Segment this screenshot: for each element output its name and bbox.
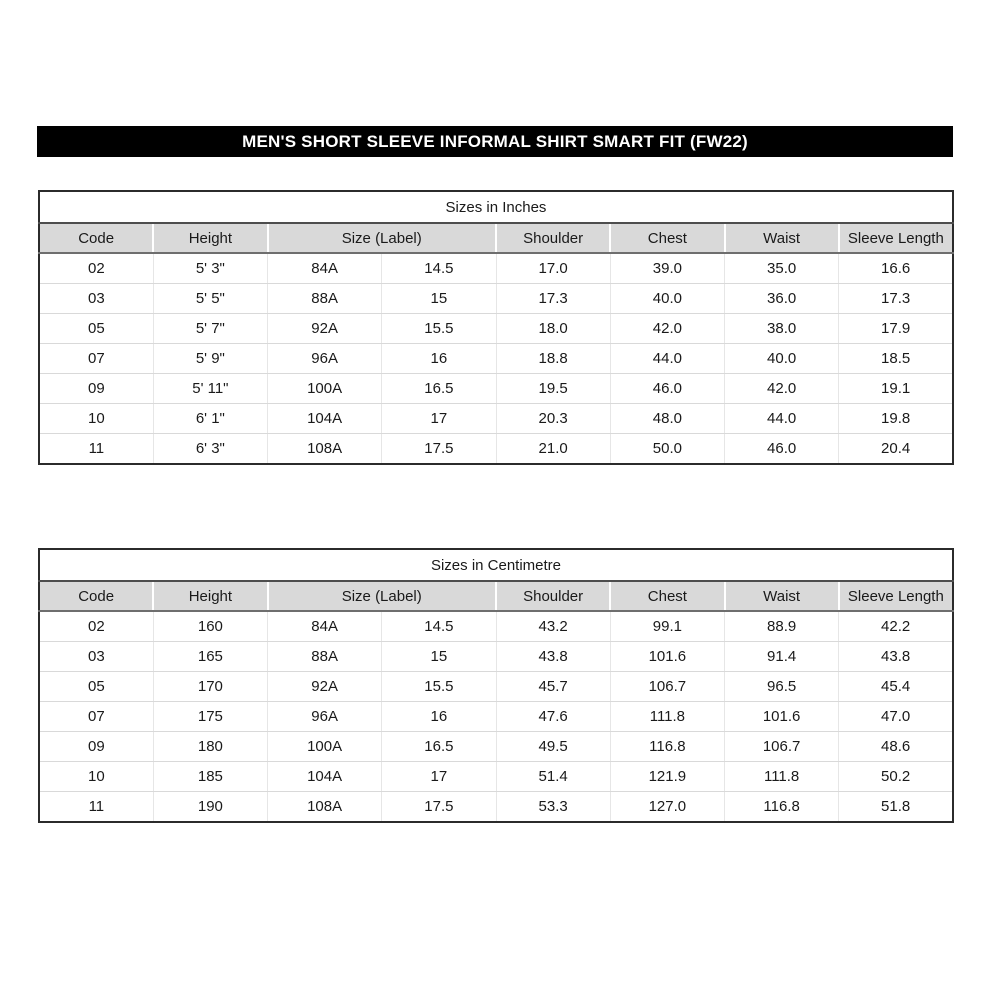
table-cell: 50.2 — [839, 762, 953, 792]
table-cell: 07 — [39, 702, 153, 732]
table-cell: 84A — [268, 253, 382, 284]
table-cell: 43.2 — [496, 611, 610, 642]
column-header: Chest — [610, 581, 724, 611]
table-cell: 42.2 — [839, 611, 953, 642]
table-cell: 92A — [268, 672, 382, 702]
table-cell: 15.5 — [382, 314, 496, 344]
table-cell: 88A — [268, 642, 382, 672]
table-cell: 106.7 — [610, 672, 724, 702]
table-cell: 02 — [39, 253, 153, 284]
table-cell: 15 — [382, 642, 496, 672]
table-cell: 48.6 — [839, 732, 953, 762]
table-cell: 17 — [382, 404, 496, 434]
column-header: Size (Label) — [268, 581, 497, 611]
table-cell: 116.8 — [610, 732, 724, 762]
sizes-in-inches-table — [38, 190, 954, 465]
table-cell: 17.3 — [839, 284, 953, 314]
table-cell: 20.3 — [496, 404, 610, 434]
table-cell: 111.8 — [610, 702, 724, 732]
table-cell: 10 — [39, 762, 153, 792]
table-cell: 15.5 — [382, 672, 496, 702]
table-row — [39, 314, 953, 344]
table-cell: 180 — [153, 732, 267, 762]
table-cell: 16.5 — [382, 374, 496, 404]
table-cell: 44.0 — [610, 344, 724, 374]
table-cell: 96A — [268, 344, 382, 374]
table-row — [39, 253, 953, 284]
table-row — [39, 374, 953, 404]
table-cell: 39.0 — [610, 253, 724, 284]
table-row — [39, 404, 953, 434]
table-caption: Sizes in Centimetre — [39, 549, 953, 581]
table-row — [39, 762, 953, 792]
table-cell: 46.0 — [610, 374, 724, 404]
table-cell: 101.6 — [725, 702, 839, 732]
table-cell: 14.5 — [382, 253, 496, 284]
table-cell: 17.5 — [382, 434, 496, 465]
table-cell: 16 — [382, 344, 496, 374]
table-cell: 53.3 — [496, 792, 610, 823]
sizes-in-inches-section — [38, 190, 954, 465]
table-cell: 106.7 — [725, 732, 839, 762]
table-cell: 45.7 — [496, 672, 610, 702]
table-cell: 02 — [39, 611, 153, 642]
table-cell: 17 — [382, 762, 496, 792]
column-header: Code — [39, 223, 153, 253]
table-cell: 18.0 — [496, 314, 610, 344]
table-cell: 45.4 — [839, 672, 953, 702]
table-cell: 190 — [153, 792, 267, 823]
table-cell: 88.9 — [725, 611, 839, 642]
table-cell: 100A — [268, 732, 382, 762]
table-cell: 03 — [39, 642, 153, 672]
table-cell: 40.0 — [610, 284, 724, 314]
table-cell: 10 — [39, 404, 153, 434]
table-cell: 48.0 — [610, 404, 724, 434]
table-cell: 101.6 — [610, 642, 724, 672]
table-cell: 88A — [268, 284, 382, 314]
table-cell: 17.3 — [496, 284, 610, 314]
column-header: Sleeve Length — [839, 223, 953, 253]
table-cell: 43.8 — [839, 642, 953, 672]
column-header: Code — [39, 581, 153, 611]
table-cell: 46.0 — [725, 434, 839, 465]
table-cell: 175 — [153, 702, 267, 732]
table-cell: 40.0 — [725, 344, 839, 374]
table-cell: 92A — [268, 314, 382, 344]
table-cell: 16.5 — [382, 732, 496, 762]
table-cell: 16.6 — [839, 253, 953, 284]
table-row — [39, 792, 953, 823]
table-cell: 99.1 — [610, 611, 724, 642]
page-title: MEN'S SHORT SLEEVE INFORMAL SHIRT SMART FIT (FW22) — [242, 131, 748, 151]
table-cell: 165 — [153, 642, 267, 672]
table-cell: 15 — [382, 284, 496, 314]
table-cell: 96.5 — [725, 672, 839, 702]
table-row — [39, 732, 953, 762]
table-row — [39, 611, 953, 642]
table-cell: 43.8 — [496, 642, 610, 672]
table-cell: 11 — [39, 434, 153, 465]
table-cell: 19.5 — [496, 374, 610, 404]
table-cell: 104A — [268, 404, 382, 434]
table-cell: 19.8 — [839, 404, 953, 434]
table-cell: 03 — [39, 284, 153, 314]
column-header: Waist — [725, 223, 839, 253]
table-cell: 42.0 — [725, 374, 839, 404]
table-row — [39, 702, 953, 732]
table-cell: 21.0 — [496, 434, 610, 465]
table-cell: 108A — [268, 792, 382, 823]
table-cell: 91.4 — [725, 642, 839, 672]
table-cell: 38.0 — [725, 314, 839, 344]
table-cell: 121.9 — [610, 762, 724, 792]
table-cell: 185 — [153, 762, 267, 792]
table-cell: 16 — [382, 702, 496, 732]
table-cell: 09 — [39, 732, 153, 762]
table-row — [39, 434, 953, 465]
table-cell: 127.0 — [610, 792, 724, 823]
table-cell: 50.0 — [610, 434, 724, 465]
table-cell: 51.8 — [839, 792, 953, 823]
table-cell: 5' 3" — [153, 253, 267, 284]
table-cell: 42.0 — [610, 314, 724, 344]
table-cell: 47.6 — [496, 702, 610, 732]
table-cell: 170 — [153, 672, 267, 702]
table-cell: 111.8 — [725, 762, 839, 792]
table-caption: Sizes in Inches — [39, 191, 953, 223]
table-cell: 09 — [39, 374, 153, 404]
table-cell: 5' 7" — [153, 314, 267, 344]
sizes-in-centimetre-table — [38, 548, 954, 823]
table-cell: 6' 3" — [153, 434, 267, 465]
column-header: Height — [153, 223, 267, 253]
table-cell: 19.1 — [839, 374, 953, 404]
column-header: Size (Label) — [268, 223, 497, 253]
table-cell: 05 — [39, 672, 153, 702]
page-title-banner — [37, 126, 953, 157]
table-cell: 47.0 — [839, 702, 953, 732]
table-cell: 5' 9" — [153, 344, 267, 374]
table-cell: 17.9 — [839, 314, 953, 344]
table-cell: 100A — [268, 374, 382, 404]
table-cell: 108A — [268, 434, 382, 465]
table-cell: 35.0 — [725, 253, 839, 284]
table-cell: 49.5 — [496, 732, 610, 762]
column-header: Height — [153, 581, 267, 611]
table-cell: 36.0 — [725, 284, 839, 314]
table-cell: 6' 1" — [153, 404, 267, 434]
table-row — [39, 344, 953, 374]
table-cell: 17.5 — [382, 792, 496, 823]
table-cell: 05 — [39, 314, 153, 344]
table-cell: 17.0 — [496, 253, 610, 284]
table-cell: 5' 5" — [153, 284, 267, 314]
column-header: Shoulder — [496, 581, 610, 611]
column-header: Chest — [610, 223, 724, 253]
column-header: Sleeve Length — [839, 581, 953, 611]
sizes-in-centimetre-section — [38, 548, 954, 823]
table-cell: 07 — [39, 344, 153, 374]
table-cell: 104A — [268, 762, 382, 792]
table-cell: 96A — [268, 702, 382, 732]
table-cell: 44.0 — [725, 404, 839, 434]
column-header: Shoulder — [496, 223, 610, 253]
table-row — [39, 642, 953, 672]
table-cell: 18.5 — [839, 344, 953, 374]
table-cell: 84A — [268, 611, 382, 642]
table-cell: 5' 11" — [153, 374, 267, 404]
table-cell: 20.4 — [839, 434, 953, 465]
table-cell: 51.4 — [496, 762, 610, 792]
table-cell: 160 — [153, 611, 267, 642]
table-cell: 116.8 — [725, 792, 839, 823]
table-cell: 11 — [39, 792, 153, 823]
table-row — [39, 672, 953, 702]
column-header: Waist — [725, 581, 839, 611]
table-row — [39, 284, 953, 314]
table-cell: 18.8 — [496, 344, 610, 374]
table-cell: 14.5 — [382, 611, 496, 642]
